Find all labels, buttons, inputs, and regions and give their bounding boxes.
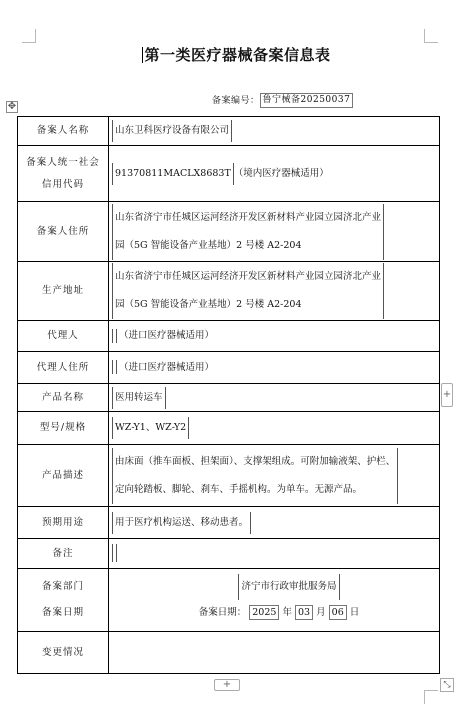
description-label: 产品描述 bbox=[18, 445, 109, 507]
production-address-cell bbox=[109, 262, 440, 321]
add-column-icon[interactable]: + bbox=[441, 383, 453, 407]
table-row bbox=[18, 321, 440, 352]
department-line bbox=[112, 574, 436, 600]
credit-code-field[interactable]: 91370811MACLX8683T bbox=[112, 163, 234, 185]
production-address-line2: 园（5G 智能设备产业基地）2 号楼 A2-204 bbox=[115, 299, 302, 310]
description-line2: 定向轮踏板、脚轮、刹车、手摇机构。为单车。无源产品。 bbox=[115, 483, 363, 495]
record-info-table bbox=[17, 116, 440, 674]
table-resize-icon[interactable]: ⤡ bbox=[440, 678, 454, 692]
table-row bbox=[18, 412, 440, 445]
change-status-label: 变更情况 bbox=[18, 632, 109, 674]
table-row bbox=[18, 146, 440, 202]
product-name-cell bbox=[109, 384, 440, 412]
department-cell bbox=[109, 569, 440, 632]
record-number-label: 备案编号： bbox=[212, 96, 260, 106]
production-address-line1: 山东省济宁市任城区运河经济开发区新材料产业园立园济北产业 bbox=[115, 271, 382, 282]
record-number bbox=[212, 93, 353, 108]
table-move-handle-icon[interactable]: ✥ bbox=[7, 101, 17, 112]
address-label: 备案人住所 bbox=[18, 202, 109, 262]
page-corner-mark-top-right bbox=[424, 29, 438, 43]
remarks-cell bbox=[109, 539, 440, 569]
agent-address-field[interactable] bbox=[112, 360, 117, 374]
table-row bbox=[18, 507, 440, 539]
production-address-field[interactable] bbox=[112, 263, 384, 319]
department-label-line1: 备案部门 bbox=[41, 581, 84, 592]
document-title bbox=[0, 44, 473, 65]
intended-use-label: 预期用途 bbox=[18, 507, 109, 539]
change-status-cell[interactable] bbox=[109, 632, 440, 674]
page-corner-mark-bottom-right bbox=[424, 690, 438, 704]
record-date-label: 备案日期： bbox=[198, 607, 247, 618]
remarks-label: 备注 bbox=[18, 539, 109, 569]
address-cell bbox=[109, 202, 440, 262]
registrant-name-field[interactable]: 山东卫科医疗设备有限公司 bbox=[112, 120, 232, 142]
table-row bbox=[18, 262, 440, 321]
registrant-name-cell bbox=[109, 117, 440, 146]
intended-use-field[interactable]: 用于医疗机构运送、移动患者。 bbox=[112, 512, 251, 534]
department-label-line2: 备案日期 bbox=[41, 607, 84, 618]
model-spec-cell bbox=[109, 412, 440, 445]
credit-code-label-line2: 信用代码 bbox=[41, 178, 84, 190]
model-spec-label: 型号/规格 bbox=[18, 412, 109, 445]
model-spec-field[interactable]: WZ-Y1、WZ-Y2 bbox=[112, 417, 189, 439]
table-row bbox=[18, 539, 440, 569]
description-cell bbox=[109, 445, 440, 507]
production-address-label: 生产地址 bbox=[18, 262, 109, 321]
agent-address-cell bbox=[109, 352, 440, 384]
record-day-field[interactable]: 06 bbox=[329, 605, 347, 620]
agent-address-label: 代理人住所 bbox=[18, 352, 109, 384]
record-year-field[interactable]: 2025 bbox=[249, 605, 279, 620]
record-year-unit: 年 bbox=[282, 607, 292, 618]
agent-address-note: （进口医疗器械适用） bbox=[119, 361, 215, 373]
record-month-unit: 月 bbox=[316, 607, 326, 618]
address-line2: 园（5G 智能设备产业基地）2 号楼 A2-204 bbox=[115, 239, 302, 251]
agent-cell bbox=[109, 321, 440, 352]
document-title-text: 第一类医疗器械备案信息表 bbox=[144, 46, 331, 64]
description-field[interactable] bbox=[112, 448, 398, 504]
table-row bbox=[18, 445, 440, 507]
credit-code-note: （境内医疗器械适用） bbox=[233, 167, 329, 179]
department-label bbox=[18, 569, 109, 632]
department-field[interactable]: 济宁市行政审批服务局 bbox=[238, 574, 339, 600]
credit-code-label bbox=[18, 146, 109, 202]
description-line1: 由床面（推车面板、担架面）、支撑架组成。可附加输液架、护栏、 bbox=[115, 455, 396, 467]
record-date-line bbox=[112, 600, 436, 626]
table-row bbox=[18, 202, 440, 262]
address-line1: 山东省济宁市任城区运河经济开发区新材料产业园立园济北产业 bbox=[115, 211, 382, 223]
table-row bbox=[18, 569, 440, 632]
registrant-name-label: 备案人名称 bbox=[18, 117, 109, 146]
credit-code-label-line1: 备案人统一社会 bbox=[26, 156, 100, 168]
add-row-icon[interactable]: + bbox=[214, 679, 240, 691]
agent-field[interactable] bbox=[112, 329, 117, 343]
address-field[interactable] bbox=[112, 204, 384, 260]
record-day-unit: 日 bbox=[349, 607, 360, 618]
table-row bbox=[18, 352, 440, 384]
product-name-label: 产品名称 bbox=[18, 384, 109, 412]
product-name-field[interactable]: 医用转运车 bbox=[112, 387, 166, 409]
remarks-field[interactable] bbox=[112, 544, 117, 562]
page-corner-mark-top-left bbox=[22, 29, 36, 43]
record-number-field[interactable]: 鲁宁械备20250037 bbox=[260, 93, 354, 108]
table-row bbox=[18, 384, 440, 412]
record-month-field[interactable]: 03 bbox=[295, 605, 313, 620]
table-row bbox=[18, 632, 440, 674]
table-row bbox=[18, 117, 440, 146]
intended-use-cell bbox=[109, 507, 440, 539]
agent-label: 代理人 bbox=[18, 321, 109, 352]
credit-code-cell bbox=[109, 146, 440, 202]
agent-note: （进口医疗器械适用） bbox=[119, 330, 215, 341]
